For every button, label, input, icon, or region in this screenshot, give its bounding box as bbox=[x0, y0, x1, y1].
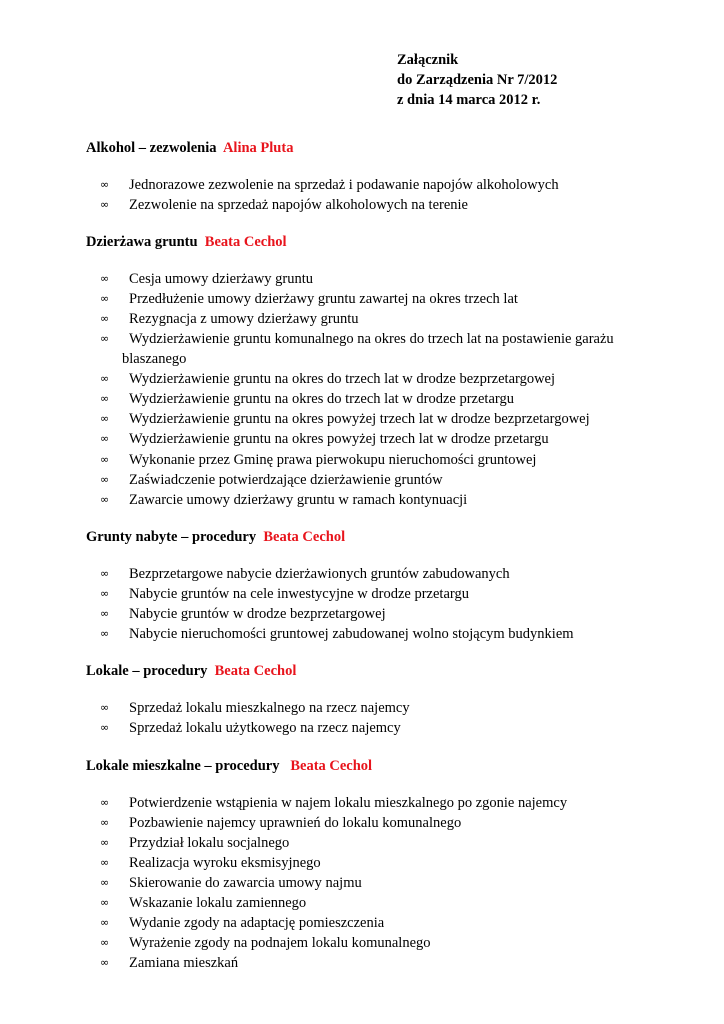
list-item: ∞ Wydzierżawienie gruntu komunalnego na okres do trzech lat na postawienie garażu bbox=[100, 331, 614, 347]
infinity-bullet-icon: ∞ bbox=[100, 567, 110, 580]
infinity-bullet-icon: ∞ bbox=[100, 607, 110, 620]
infinity-bullet-icon: ∞ bbox=[100, 372, 110, 385]
list-item: ∞ Wyrażenie zgody na podnajem lokalu komunalnego bbox=[100, 935, 431, 951]
list-item: ∞ Zaświadczenie potwierdzające dzierżawienie gruntów bbox=[100, 472, 443, 488]
infinity-bullet-icon: ∞ bbox=[100, 796, 110, 809]
section-title-text: Dzierżawa gruntu bbox=[86, 234, 198, 250]
section-title-alkohol bbox=[86, 138, 293, 158]
list-item: ∞ Potwierdzenie wstąpienia w najem lokalu mieszkalnego po zgonie najemcy bbox=[100, 795, 568, 811]
list-item: ∞ Nabycie gruntów na cele inwestycyjne w drodze przetargu bbox=[100, 586, 469, 602]
list-item: ∞ Wykonanie przez Gminę prawa pierwokupu nieruchomości gruntowej bbox=[100, 452, 537, 468]
infinity-bullet-icon: ∞ bbox=[100, 272, 110, 285]
infinity-bullet-icon: ∞ bbox=[100, 493, 110, 506]
infinity-bullet-icon: ∞ bbox=[100, 876, 110, 889]
section-owner: Alina Pluta bbox=[222, 140, 294, 156]
infinity-bullet-icon: ∞ bbox=[100, 453, 110, 466]
infinity-bullet-icon: ∞ bbox=[100, 178, 110, 191]
infinity-bullet-icon: ∞ bbox=[100, 956, 110, 969]
list-item: ∞ Wydzierżawienie gruntu na okres powyżej trzech lat w drodze bezprzetargowej bbox=[100, 411, 590, 427]
document-header bbox=[397, 50, 557, 110]
list-item: ∞ Sprzedaż lokalu mieszkalnego na rzecz najemcy bbox=[100, 700, 410, 716]
list-item: ∞ Bezprzetargowe nabycie dzierżawionych gruntów zabudowanych bbox=[100, 566, 510, 582]
list-item: ∞ Cesja umowy dzierżawy gruntu bbox=[100, 271, 314, 287]
infinity-bullet-icon: ∞ bbox=[100, 392, 110, 405]
infinity-bullet-icon: ∞ bbox=[100, 896, 110, 909]
infinity-bullet-icon: ∞ bbox=[100, 432, 110, 445]
section-title-text: Grunty nabyte – procedury bbox=[86, 529, 257, 545]
infinity-bullet-icon: ∞ bbox=[100, 292, 110, 305]
list-item: ∞ Wydzierżawienie gruntu na okres do trzech lat w drodze przetargu bbox=[100, 391, 514, 407]
infinity-bullet-icon: ∞ bbox=[100, 473, 110, 486]
infinity-bullet-icon: ∞ bbox=[100, 701, 110, 714]
infinity-bullet-icon: ∞ bbox=[100, 916, 110, 929]
infinity-bullet-icon: ∞ bbox=[100, 721, 110, 734]
list-item: ∞ Pozbawienie najemcy uprawnień do lokalu komunalnego bbox=[100, 815, 462, 831]
infinity-bullet-icon: ∞ bbox=[100, 587, 110, 600]
section-owner: Beata Cechol bbox=[263, 529, 346, 545]
section-title-text: Lokale – procedury bbox=[86, 663, 208, 679]
section-title-lokale-mieszkalne bbox=[86, 756, 372, 776]
infinity-bullet-icon: ∞ bbox=[100, 627, 110, 640]
list-item: ∞ Wydzierżawienie gruntu na okres powyżej trzech lat w drodze przetargu bbox=[100, 431, 549, 447]
list-item: ∞ Zezwolenie na sprzedaż napojów alkoholowych na terenie bbox=[100, 197, 468, 213]
section-title-text: Lokale mieszkalne – procedury bbox=[86, 758, 280, 774]
infinity-bullet-icon: ∞ bbox=[100, 816, 110, 829]
infinity-bullet-icon: ∞ bbox=[100, 412, 110, 425]
list-item: ∞ Zawarcie umowy dzierżawy gruntu w ramach kontynuacji bbox=[100, 492, 468, 508]
list-item: ∞ Przedłużenie umowy dzierżawy gruntu zawartej na okres trzech lat bbox=[100, 291, 518, 307]
list-item: ∞ Realizacja wyroku eksmisyjnego bbox=[100, 855, 321, 871]
section-title-lokale bbox=[86, 661, 296, 681]
list-item: ∞ Rezygnacja z umowy dzierżawy gruntu bbox=[100, 311, 359, 327]
infinity-bullet-icon: ∞ bbox=[100, 836, 110, 849]
infinity-bullet-icon: ∞ bbox=[100, 936, 110, 949]
infinity-bullet-icon: ∞ bbox=[100, 856, 110, 869]
list-item: ∞ Wydzierżawienie gruntu na okres do trzech lat w drodze bezprzetargowej bbox=[100, 371, 556, 387]
section-owner: Beata Cechol bbox=[204, 234, 287, 250]
list-item: ∞ Sprzedaż lokalu użytkowego na rzecz najemcy bbox=[100, 720, 401, 736]
section-title-dzierzawa bbox=[86, 232, 287, 252]
list-item: ∞ Nabycie gruntów w drodze bezprzetargowej bbox=[100, 606, 386, 622]
header-line-ordinance: do Zarządzenia Nr 7/2012 bbox=[397, 72, 558, 88]
list-item: ∞ Zamiana mieszkań bbox=[100, 955, 239, 971]
infinity-bullet-icon: ∞ bbox=[100, 332, 110, 345]
list-item: ∞ Skierowanie do zawarcia umowy najmu bbox=[100, 875, 362, 891]
header-line-attachment: Załącznik bbox=[397, 52, 459, 68]
list-item: ∞ Przydział lokalu socjalnego bbox=[100, 835, 290, 851]
list-item: ∞ Wskazanie lokalu zamiennego bbox=[100, 895, 307, 911]
section-owner: Beata Cechol bbox=[290, 758, 373, 774]
infinity-bullet-icon: ∞ bbox=[100, 312, 110, 325]
section-title-text: Alkohol – zezwolenia bbox=[86, 140, 217, 156]
list-item-continuation: blaszanego bbox=[122, 351, 187, 367]
infinity-bullet-icon: ∞ bbox=[100, 198, 110, 211]
list-item: ∞ Nabycie nieruchomości gruntowej zabudowanej wolno stojącym budynkiem bbox=[100, 626, 574, 642]
header-line-date: z dnia 14 marca 2012 r. bbox=[397, 92, 541, 108]
section-owner: Beata Cechol bbox=[214, 663, 297, 679]
list-item: ∞ Wydanie zgody na adaptację pomieszczenia bbox=[100, 915, 385, 931]
section-title-grunty-nabyte bbox=[86, 527, 345, 547]
list-item: ∞ Jednorazowe zezwolenie na sprzedaż i podawanie napojów alkoholowych bbox=[100, 177, 559, 193]
